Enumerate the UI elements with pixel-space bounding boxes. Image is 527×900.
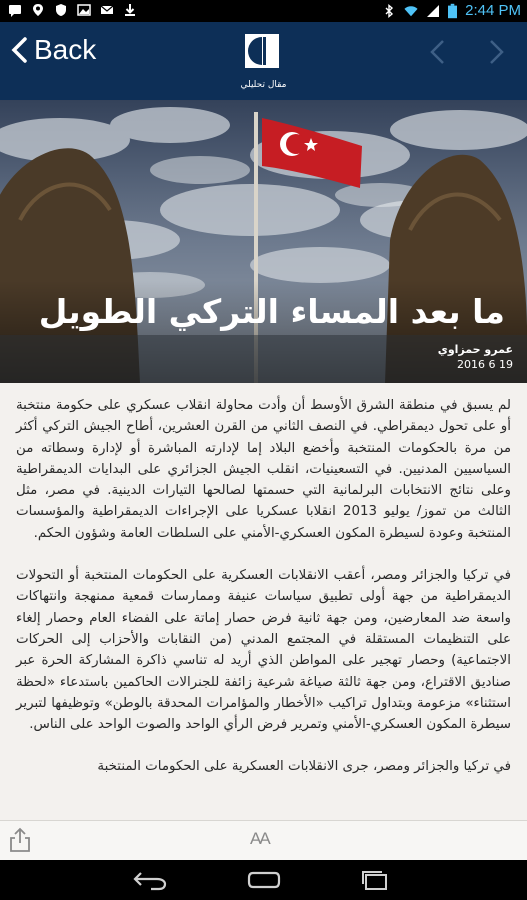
flag-photo [0, 100, 527, 383]
app-logo [245, 34, 279, 68]
download-icon [123, 3, 137, 17]
article-title: ما بعد المساء التركي الطويل [38, 292, 505, 331]
hero-image [0, 100, 527, 383]
image-icon [77, 3, 91, 17]
next-article-button[interactable] [484, 38, 508, 66]
article-paragraph: لم يسبق في منطقة الشرق الأوسط أن وأدت محاولة انقلاب عسكري على حكومة منتخبة أو على تحول ديمقراطي. في النصف الثاني من القرن العشرين، أطاح الجيش التركي أكثر من مرة بالحكومات المنتخبة وأخضع البلاد إما لإدارته المباشرة أو لإدارة وسطاته من السياسيين المدنيين. في التسعينيات، انقلب الجيش الجزائري على البدايات الديمقراطية وعلى نتائج الانتخابات البرلمانية التي حسمتها لصالحها التيارات الدينية. في مصر، مثل الثالث من تموز/ يوليو 2013 انقلابا عسكريا على الإجراءات الديمقراطية والمؤسسات المنتخبة وعودة لسيطرة المكون العسكري-الأمني على السلطات العامة وشؤون الحكم. [16, 398, 512, 541]
wifi-icon [404, 4, 418, 18]
text-size-label: AA [250, 829, 269, 848]
article-date: 2016 6 19 [457, 358, 513, 371]
mail-icon [100, 3, 114, 17]
bottom-toolbar [0, 820, 527, 861]
article-body[interactable] [0, 383, 527, 820]
bluetooth-icon [382, 4, 396, 18]
article-paragraph: في تركيا والجزائر ومصر، جرى الانقلابات العسكرية على الحكومات المنتخبة [97, 759, 511, 775]
status-bar [0, 0, 527, 22]
home-nav-icon[interactable] [247, 870, 281, 890]
article-author: عمرو حمزاوي [437, 343, 513, 356]
location-icon [31, 3, 45, 17]
back-nav-icon[interactable] [133, 869, 169, 891]
system-navigation-bar [0, 860, 527, 900]
section-label: مقال تحليلي [240, 80, 287, 90]
back-label: Back [34, 34, 97, 65]
status-time: 2:44 PM [465, 2, 521, 19]
signal-icon [426, 4, 440, 18]
battery-icon [448, 3, 457, 19]
back-button[interactable] [10, 34, 96, 66]
app-bar [0, 22, 527, 100]
share-icon[interactable] [9, 827, 31, 853]
recents-nav-icon[interactable] [360, 869, 390, 891]
text-size-button[interactable] [250, 829, 269, 849]
chevron-left-icon [10, 36, 28, 64]
shield-icon [54, 3, 68, 17]
article-paragraph: في تركيا والجزائر ومصر، أعقب الانقلابات العسكرية على الحكومات المنتخبة أو التحولات الديمقراطية من جهة أولى تطبيق سياسات عنيفة وممارسات قمعية ممنهجة وانتهاكات واسعة ضد المعارضين، ومن جهة ثانية فرض حصار إماتة على الفضاء العام وحصار إلغاء على التنظيمات المستقلة في المجتمع المدني (من النقابات والأحزاب إلى الحركات الاجتماعية) وحصار تهجير على المواطن الذي أريد له تناسي ذاكرة المشاركة الحرة عبر صناديق الاقتراع، ومن جهة ثالثة صياغة شرعية زائفة للجنرالات الحاكمين باستدعاء «لحظة استثناء» مزعومة وبتداول تراكيب «الأخطار والمؤامرات المحدقة بالوطن» وتوظيفها لتبرير سيطرة المكون العسكري-الأمني وتمرير فرض الرأي الواحد والصوت الواحد على الناس. [16, 568, 511, 733]
previous-article-button[interactable] [426, 38, 450, 66]
notification-icon [8, 3, 22, 17]
